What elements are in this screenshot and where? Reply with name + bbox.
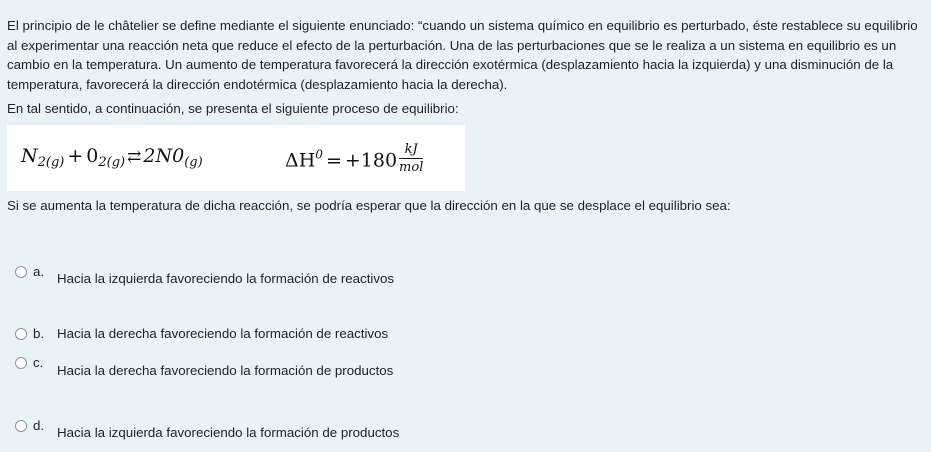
answer-option-b[interactable] [15, 325, 615, 349]
option-letter-b: b. [33, 326, 45, 341]
delta-h-superscript: 0 [315, 147, 323, 162]
unit-denominator: mol [399, 160, 424, 175]
option-text-c[interactable]: Hacia la derecha favoreciendo la formación de productos [57, 363, 394, 378]
option-letter-c: c. [33, 355, 44, 370]
option-text-b[interactable]: Hacia la derecha favoreciendo la formación de reactivos [57, 326, 389, 341]
option-letter-d: d. [33, 418, 45, 433]
product-symbol: 2N0 [143, 145, 185, 167]
nitrogen-symbol: N [21, 145, 38, 167]
enthalpy-value: +180 [344, 149, 398, 172]
answer-option-c[interactable] [15, 355, 615, 379]
radio-button-c[interactable] [15, 357, 27, 369]
nitrogen-subscript: 2(g) [37, 155, 65, 170]
plus-sign: + [67, 145, 84, 167]
equals-sign: = [325, 149, 342, 172]
option-text-a[interactable]: Hacia la izquierda favoreciendo la formación de reactivos [57, 271, 395, 286]
answer-option-a[interactable] [15, 264, 615, 288]
option-text-d[interactable]: Hacia la izquierda favoreciendo la formación de productos [57, 425, 400, 440]
delta-h-symbol: ΔH [285, 149, 316, 172]
radio-button-b[interactable] [15, 328, 27, 340]
oxygen-symbol: 0 [86, 145, 99, 167]
radio-button-a[interactable] [15, 266, 27, 278]
reaction-equation [21, 145, 203, 170]
unit-numerator: kJ [399, 142, 423, 159]
radio-button-d[interactable] [15, 420, 27, 432]
question-prompt: Si se aumenta la temperatura de dicha reacción, se podría esperar que la dirección en la que se desplace el equilibrio sea: [7, 198, 731, 213]
option-letter-a: a. [33, 264, 45, 279]
answer-option-d[interactable] [15, 418, 615, 442]
oxygen-subscript: 2(g) [98, 155, 126, 170]
product-subscript: (g) [184, 155, 203, 170]
question-intro: El principio de le châtelier se define mediante el siguiente enunciado: “cuando un sistema químico en equilibrio es perturbado, éste restablece su equilibrio al experimentar una reacción neta que reduce el efecto de la perturbación. Una de las perturbaciones que se le realiza a un sistema en equilibrio es un cambio en la temperatura. Un aumento de temperatura favorecerá la dirección exotérmica (desplazamiento hacia la izquierda) y una disminución de la temperatura, favorecerá la dirección endotérmica (desplazamiento hacia la derecha). [7, 18, 918, 92]
enthalpy-unit [399, 142, 423, 175]
question-text [7, 0, 925, 118]
question-lead: En tal sentido, a continuación, se presenta el siguiente proceso de equilibrio: [7, 101, 459, 116]
equation-image [7, 125, 465, 191]
enthalpy-equation [285, 142, 424, 178]
equilibrium-arrow-icon: ⇄ [127, 147, 142, 167]
